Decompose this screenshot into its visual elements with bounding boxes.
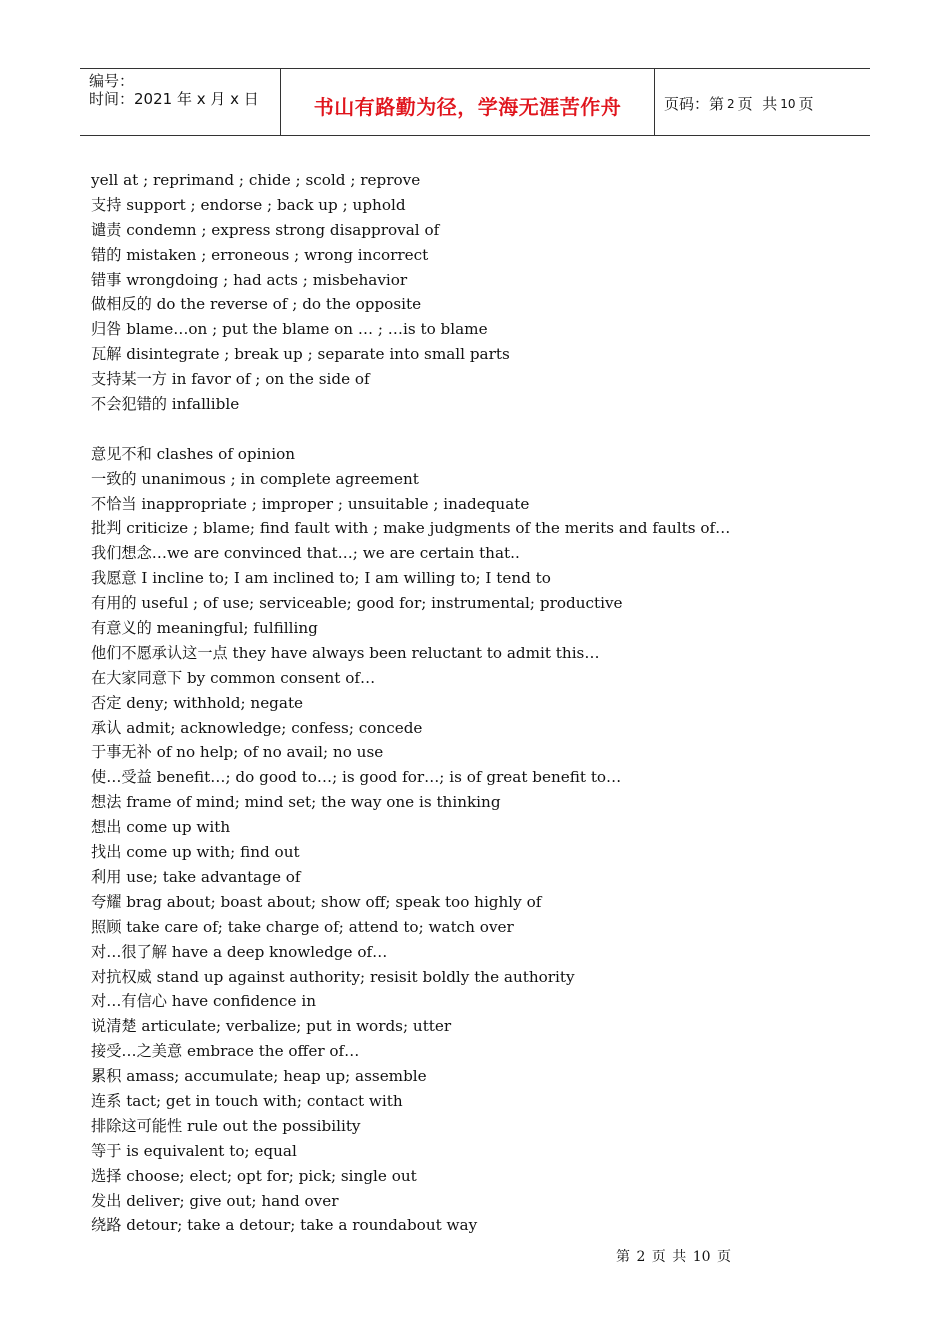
page-header bbox=[80, 68, 870, 136]
vocabulary-entry: 有用的 useful ; of use; serviceable; good for; instrumental; productive bbox=[91, 594, 623, 613]
vocabulary-entry: 选择 choose; elect; opt for; pick; single out bbox=[91, 1166, 417, 1185]
vocabulary-entry: 连系 tact; get in touch with; contact with bbox=[91, 1091, 403, 1110]
vocabulary-entry: 利用 use; take advantage of bbox=[91, 867, 301, 886]
page-total: 10 bbox=[780, 96, 796, 111]
vocabulary-entry: 归咎 blame…on ; put the blame on … ; …is to blame bbox=[91, 320, 488, 339]
vocabulary-entry: 发出 deliver; give out; hand over bbox=[91, 1191, 339, 1210]
vocabulary-entry: 瓦解 disintegrate ; break up ; separate into small parts bbox=[91, 345, 510, 364]
vocabulary-entry: 在大家同意下 by common consent of… bbox=[91, 668, 376, 687]
vocabulary-entry: 找出 come up with; find out bbox=[91, 843, 300, 862]
vocabulary-entry: 承认 admit; acknowledge; confess; concede bbox=[91, 718, 423, 737]
vocabulary-entry: 否定 deny; withhold; negate bbox=[91, 693, 304, 712]
motto-text: 书山有路勤为径，学海无涯苦作舟 bbox=[313, 94, 622, 119]
vocabulary-entry: 错的 mistaken ; erroneous ; wrong incorrect bbox=[91, 245, 429, 264]
document-date: 时间：2021 年 x 月 x 日 bbox=[89, 90, 259, 108]
header-motto-cell bbox=[281, 69, 655, 135]
vocabulary-entry: 夸耀 brag about; boast about; show off; speak too highly of bbox=[91, 892, 542, 911]
vocabulary-list bbox=[91, 168, 871, 1238]
vocabulary-entry: 对抗权威 stand up against authority; resisit boldly the authority bbox=[91, 967, 575, 986]
page-mid: 页 共 bbox=[737, 95, 778, 113]
vocabulary-entry: 等于 is equivalent to; equal bbox=[91, 1141, 297, 1160]
vocabulary-entry: 不恰当 inappropriate ; improper ; unsuitable ; inadequate bbox=[91, 494, 530, 513]
vocabulary-entry: 谴责 condemn ; express strong disapproval of bbox=[91, 220, 440, 239]
vocabulary-entry: 不会犯错的 infallible bbox=[91, 395, 240, 414]
vocabulary-entry: 他们不愿承认这一点 they have always been reluctant to admit this… bbox=[91, 643, 600, 662]
vocabulary-entry: 做相反的 do the reverse of ; do the opposite bbox=[91, 295, 422, 314]
vocabulary-entry: 使…受益 benefit…; do good to…; is good for…; is of great benefit to… bbox=[91, 768, 622, 787]
header-page-number bbox=[655, 69, 870, 135]
vocabulary-entry: 于事无补 of no help; of no avail; no use bbox=[91, 743, 384, 762]
page-end: 页 bbox=[798, 95, 814, 113]
page-label: 页码：第 bbox=[664, 95, 725, 113]
vocabulary-entry: 接受…之美意 embrace the offer of… bbox=[91, 1042, 360, 1061]
vocabulary-entry: 绕路 detour; take a detour; take a roundabout way bbox=[91, 1216, 478, 1235]
vocabulary-entry: 照顾 take care of; take charge of; attend to; watch over bbox=[91, 917, 514, 936]
vocabulary-entry: 错事 wrongdoing ; had acts ; misbehavior bbox=[91, 270, 408, 289]
vocabulary-group-1 bbox=[91, 168, 871, 417]
vocabulary-entry: 想出 come up with bbox=[91, 818, 231, 837]
group-spacer bbox=[91, 417, 871, 442]
vocabulary-entry: 想法 frame of mind; mind set; the way one is thinking bbox=[91, 793, 501, 812]
vocabulary-entry: 我们想念…we are convinced that…; we are certain that.. bbox=[91, 544, 520, 563]
vocabulary-entry: yell at ; reprimand ; chide ; scold ; reprove bbox=[91, 171, 421, 189]
vocabulary-entry: 排除这可能性 rule out the possibility bbox=[91, 1116, 361, 1135]
vocabulary-entry: 我愿意 I incline to; I am inclined to; I am willing to; I tend to bbox=[91, 569, 551, 588]
header-meta bbox=[80, 69, 281, 135]
vocabulary-entry: 支持某一方 in favor of ; on the side of bbox=[91, 370, 370, 389]
vocabulary-entry: 说清楚 articulate; verbalize; put in words; utter bbox=[91, 1017, 452, 1036]
vocabulary-entry: 累积 amass; accumulate; heap up; assemble bbox=[91, 1067, 427, 1086]
vocabulary-entry: 对…有信心 have confidence in bbox=[91, 992, 317, 1011]
vocabulary-entry: 意见不和 clashes of opinion bbox=[91, 444, 296, 463]
page-current: 2 bbox=[727, 96, 735, 111]
vocabulary-group-2 bbox=[91, 442, 871, 1239]
vocabulary-entry: 对…很了解 have a deep knowledge of… bbox=[91, 942, 388, 961]
page-footer: 第 2 页 共 10 页 bbox=[616, 1249, 731, 1265]
vocabulary-entry: 一致的 unanimous ; in complete agreement bbox=[91, 469, 419, 488]
vocabulary-entry: 批判 criticize ; blame; find fault with ; make judgments of the merits and faults of… bbox=[91, 519, 731, 538]
vocabulary-entry: 支持 support ; endorse ; back up ; uphold bbox=[91, 195, 406, 214]
vocabulary-entry: 有意义的 meaningful; fulfilling bbox=[91, 619, 318, 638]
document-number-label: 编号： bbox=[89, 72, 135, 90]
